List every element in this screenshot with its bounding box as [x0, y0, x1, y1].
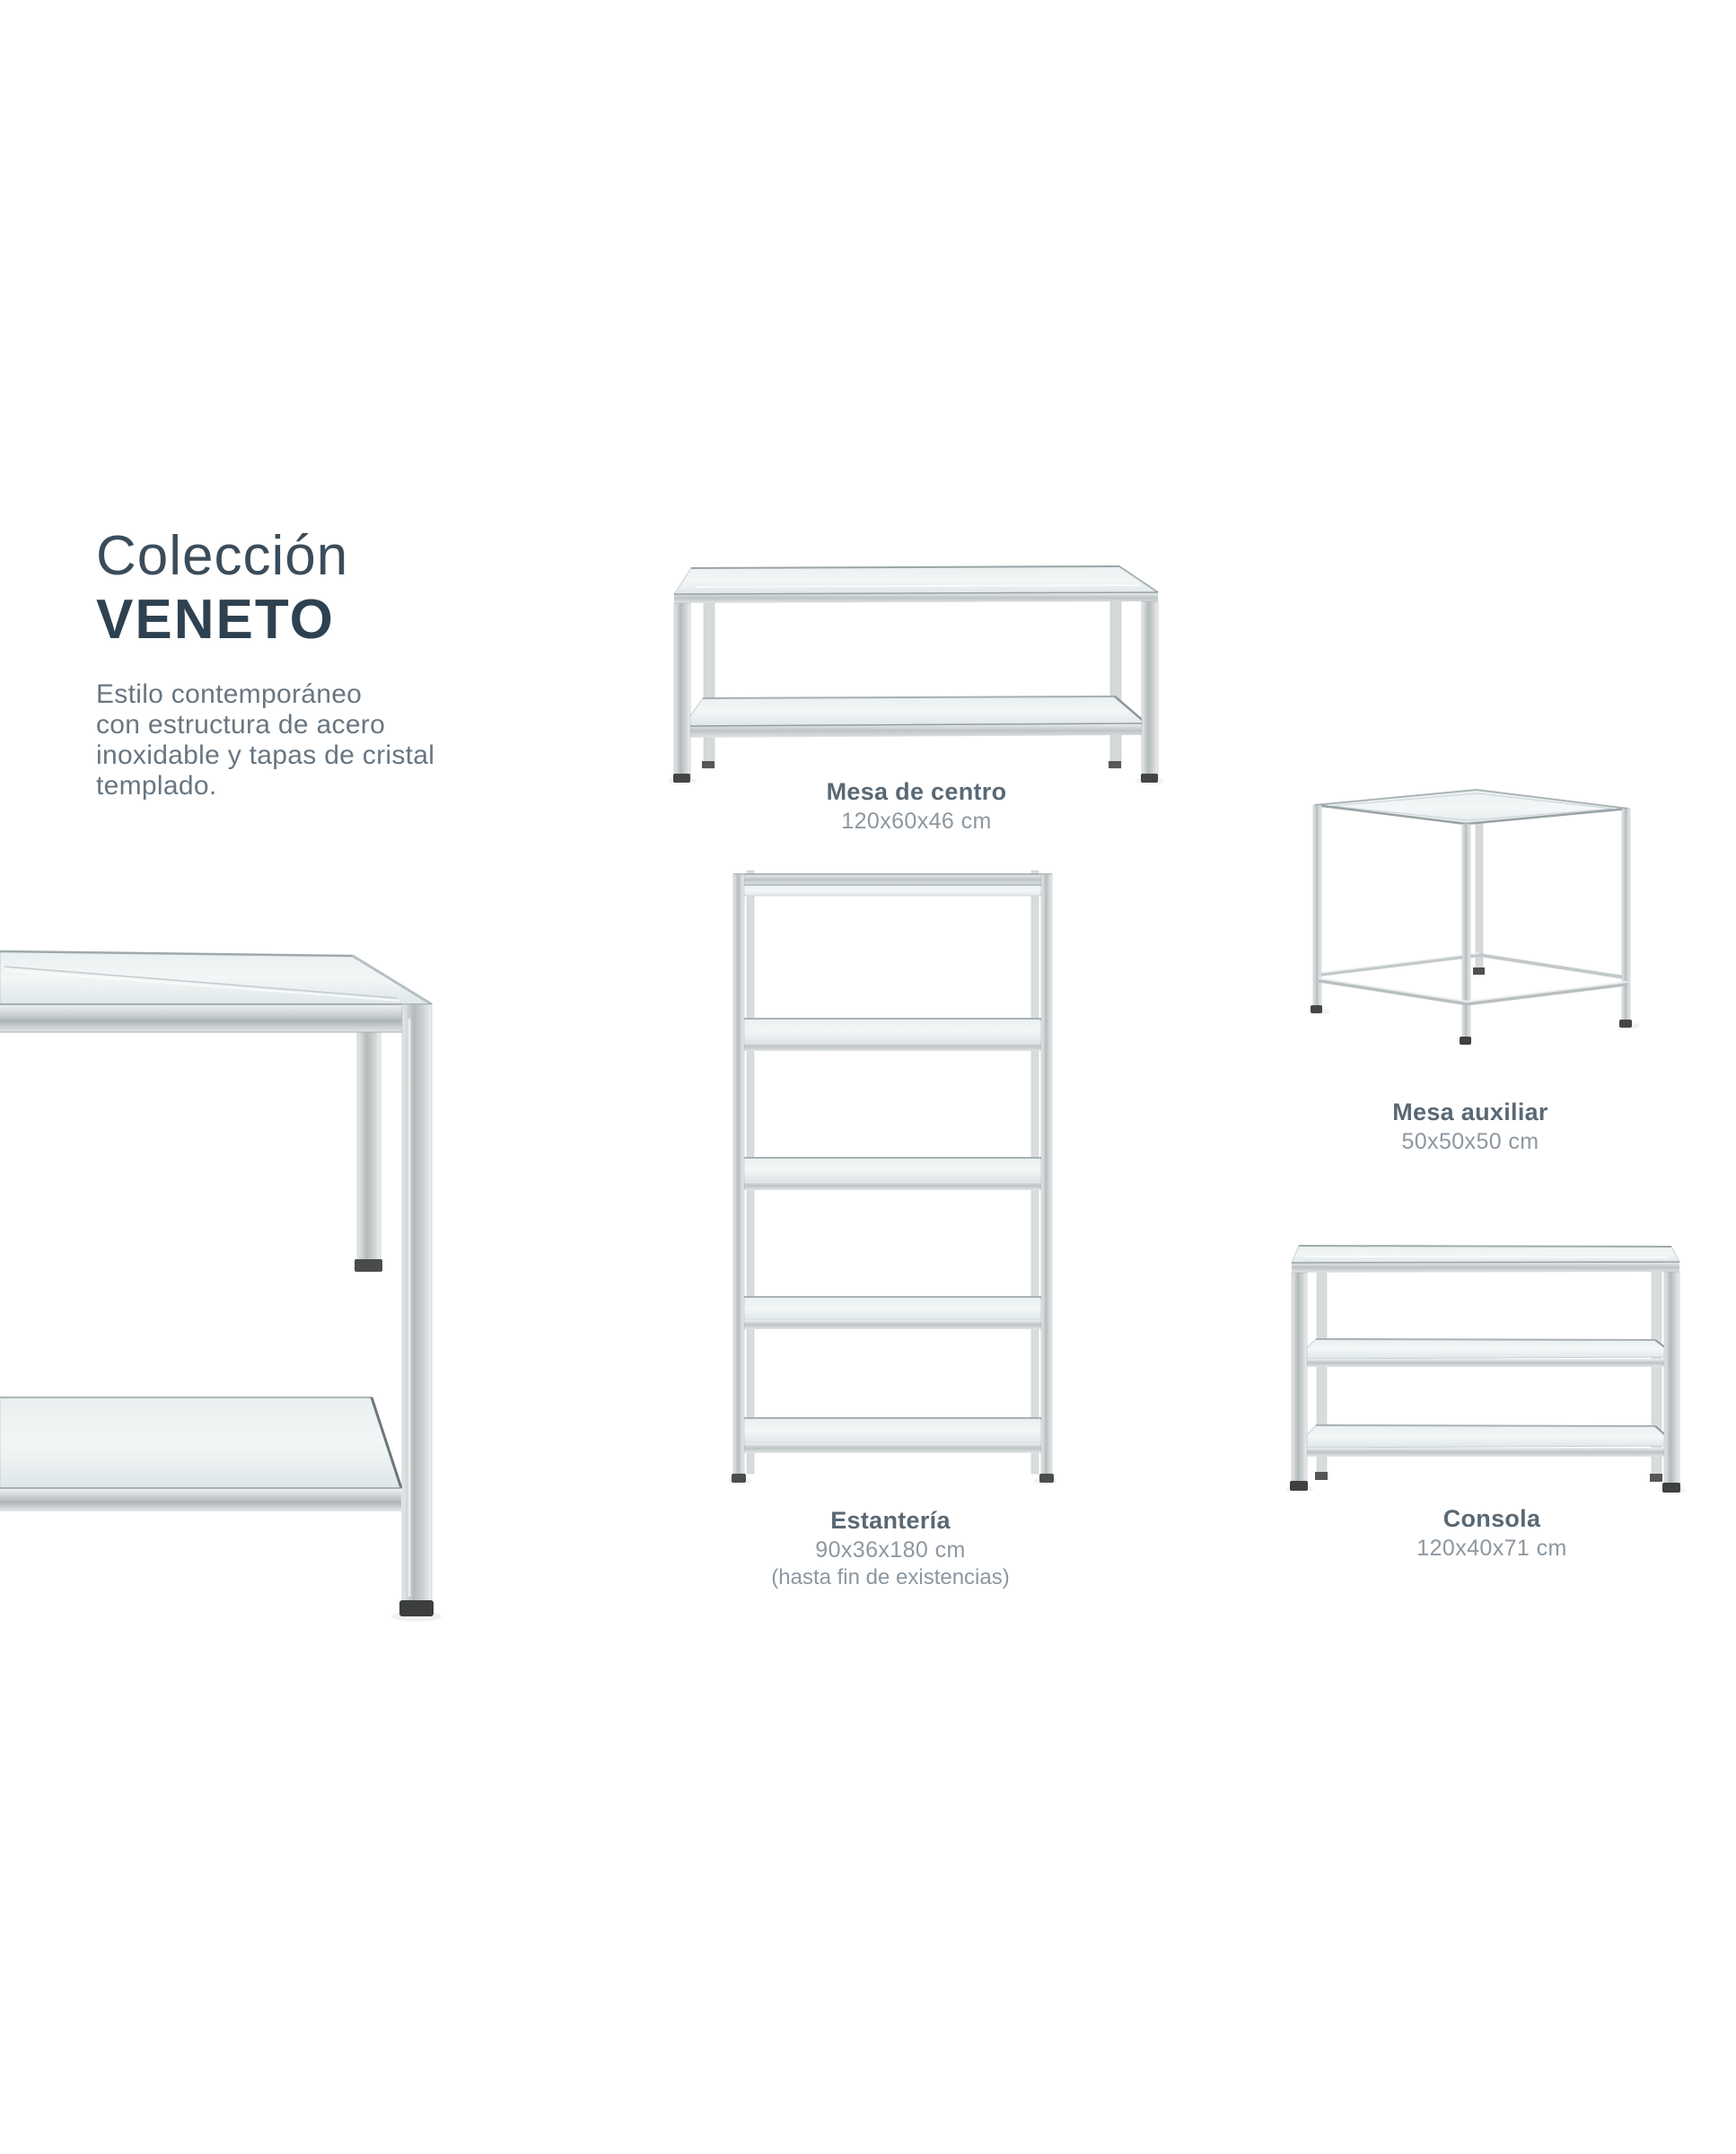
product-name: Estantería [830, 1507, 951, 1534]
collection-name: VENETO [96, 589, 335, 651]
product-size: 120x40x71 cm [1416, 1536, 1567, 1561]
description-line: con estructura de acero [96, 710, 386, 740]
product-name: Mesa auxiliar [1392, 1099, 1548, 1125]
product-name: Mesa de centro [826, 778, 1007, 805]
collection-intro [96, 525, 599, 801]
description-line: inoxidable y tapas de cristal [96, 740, 435, 770]
collection-description [96, 679, 599, 801]
product-size: 50x50x50 cm [1401, 1129, 1539, 1154]
description-line: Estilo contemporáneo [96, 679, 363, 709]
shelving-unit-image [729, 867, 1057, 1495]
side-table-image [1297, 779, 1652, 1059]
console-table-label [1312, 1505, 1671, 1562]
side-table-label [1291, 1099, 1650, 1155]
shelving-unit-label [711, 1507, 1070, 1589]
coffee-table-label [737, 778, 1096, 835]
coffee-table-image [669, 555, 1162, 786]
console-table-image [1282, 1240, 1686, 1496]
product-note: (hasta fin de existencias) [771, 1565, 1010, 1589]
table-detail-closeup-image [0, 929, 449, 1629]
product-size: 120x60x46 cm [841, 809, 992, 834]
product-size: 90x36x180 cm [815, 1537, 966, 1563]
product-name: Consola [1442, 1505, 1541, 1532]
collection-label: Colección [96, 525, 349, 587]
description-line: templado. [96, 771, 217, 801]
